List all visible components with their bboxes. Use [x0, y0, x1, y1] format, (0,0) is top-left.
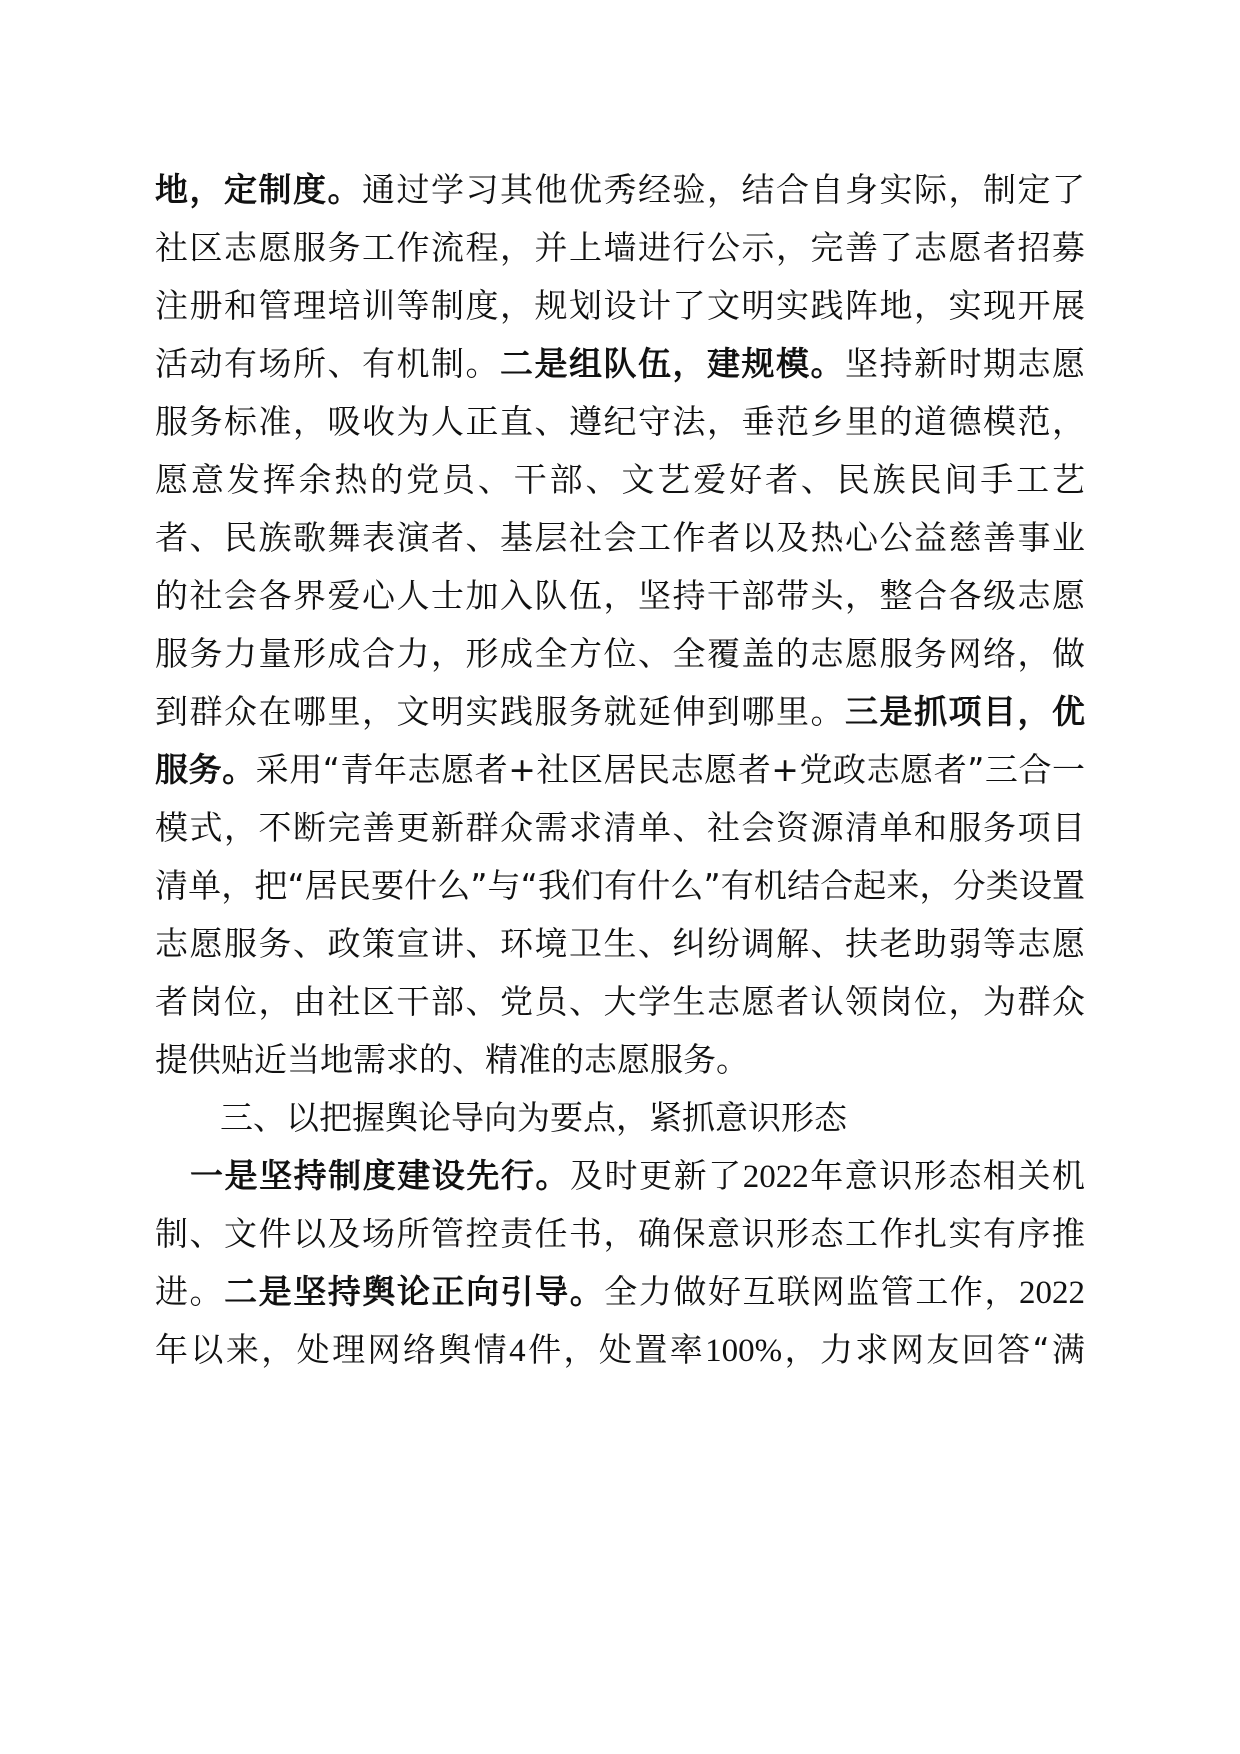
text-segment: 采用“青年志愿者+社区居民志愿者+党政志愿者”三合一 [255, 750, 1085, 789]
paragraph-line: 注册和管理培训等制度，规划设计了文明实践阵地，实现开展 [155, 286, 1085, 325]
paragraph-line: 模式，不断完善更新群众需求清单、社会资源清单和服务项目 [155, 808, 1085, 847]
text-segment: 通过学习其他优秀经验，结合自身实际，制定了 [362, 170, 1085, 209]
paragraph-line: 者、民族歌舞表演者、基层社会工作者以及热心公益慈善事业 [155, 518, 1085, 557]
paragraph-line [190, 1143, 1085, 1209]
text-segment: 活动有场所、有机制。 [155, 344, 500, 383]
paragraph-line [155, 737, 1085, 803]
paragraph-line: 志愿服务、政策宣讲、环境卫生、纠纷调解、扶老助弱等志愿 [155, 924, 1085, 963]
paragraph-line: 愿意发挥余热的党员、干部、文艺爱好者、民族民间手工艺 [155, 460, 1085, 499]
paragraph-line [155, 1259, 1085, 1325]
section-heading: 三、以把握舆论导向为要点，紧抓意识形态 [220, 1098, 847, 1137]
paragraph-line: 制、文件以及场所管控责任书，确保意识形态工作扎实有序推 [155, 1214, 1085, 1253]
bold-phrase: 地，定制度。 [155, 170, 362, 209]
paragraph-line [155, 679, 1085, 745]
count-number: 4 [509, 1333, 526, 1369]
paragraph-line: 服务标准，吸收为人正直、遵纪守法，垂范乡里的道德模范， [155, 402, 1085, 441]
year-number: 2022 [742, 1159, 809, 1195]
paragraph-line [155, 157, 1085, 223]
bold-phrase: 二是坚持舆论正向引导。 [224, 1272, 605, 1311]
paragraph-line: 者岗位，由社区干部、党员、大学生志愿者认领岗位，为群众 [155, 982, 1085, 1021]
text-segment: 全力做好互联网监管工作， [604, 1272, 1020, 1311]
bold-phrase: 二是组队伍，建规模。 [500, 344, 845, 383]
text-segment: 件，处置率 [525, 1330, 706, 1369]
text-segment: 坚持新时期志愿 [845, 344, 1085, 383]
paragraph-line: 的社会各界爱心人士加入队伍，坚持干部带头，整合各级志愿 [155, 576, 1085, 615]
rate-number: 100% [705, 1333, 783, 1369]
paragraph-line: 社区志愿服务工作流程，并上墙进行公示，完善了志愿者招募 [155, 228, 1085, 267]
text-segment: 年以来，处理网络舆情 [155, 1330, 510, 1369]
year-number: 2022 [1019, 1275, 1085, 1311]
text-segment: 及时更新了 [569, 1156, 743, 1195]
text-segment: 年意识形态相关机 [808, 1156, 1085, 1195]
paragraph-line: 清单，把“居民要什么”与“我们有什么”有机结合起来，分类设置 [155, 866, 1085, 905]
text-segment: 到群众在哪里，文明实践服务就延伸到哪里。 [155, 692, 845, 731]
paragraph-line [155, 1317, 1085, 1383]
paragraph-line: 服务力量形成合力，形成全方位、全覆盖的志愿服务网络，做 [155, 634, 1085, 673]
text-segment: 进。 [155, 1272, 225, 1311]
bold-phrase: 三是抓项目，优 [845, 692, 1085, 731]
bold-phrase: 一是坚持制度建设先行。 [190, 1156, 570, 1195]
bold-phrase: 服务。 [155, 750, 256, 789]
paragraph-line [155, 331, 1085, 397]
text-segment: ，力求网友回答“满 [782, 1330, 1085, 1369]
paragraph-line: 提供贴近当地需求的、精准的志愿服务。 [155, 1040, 749, 1079]
